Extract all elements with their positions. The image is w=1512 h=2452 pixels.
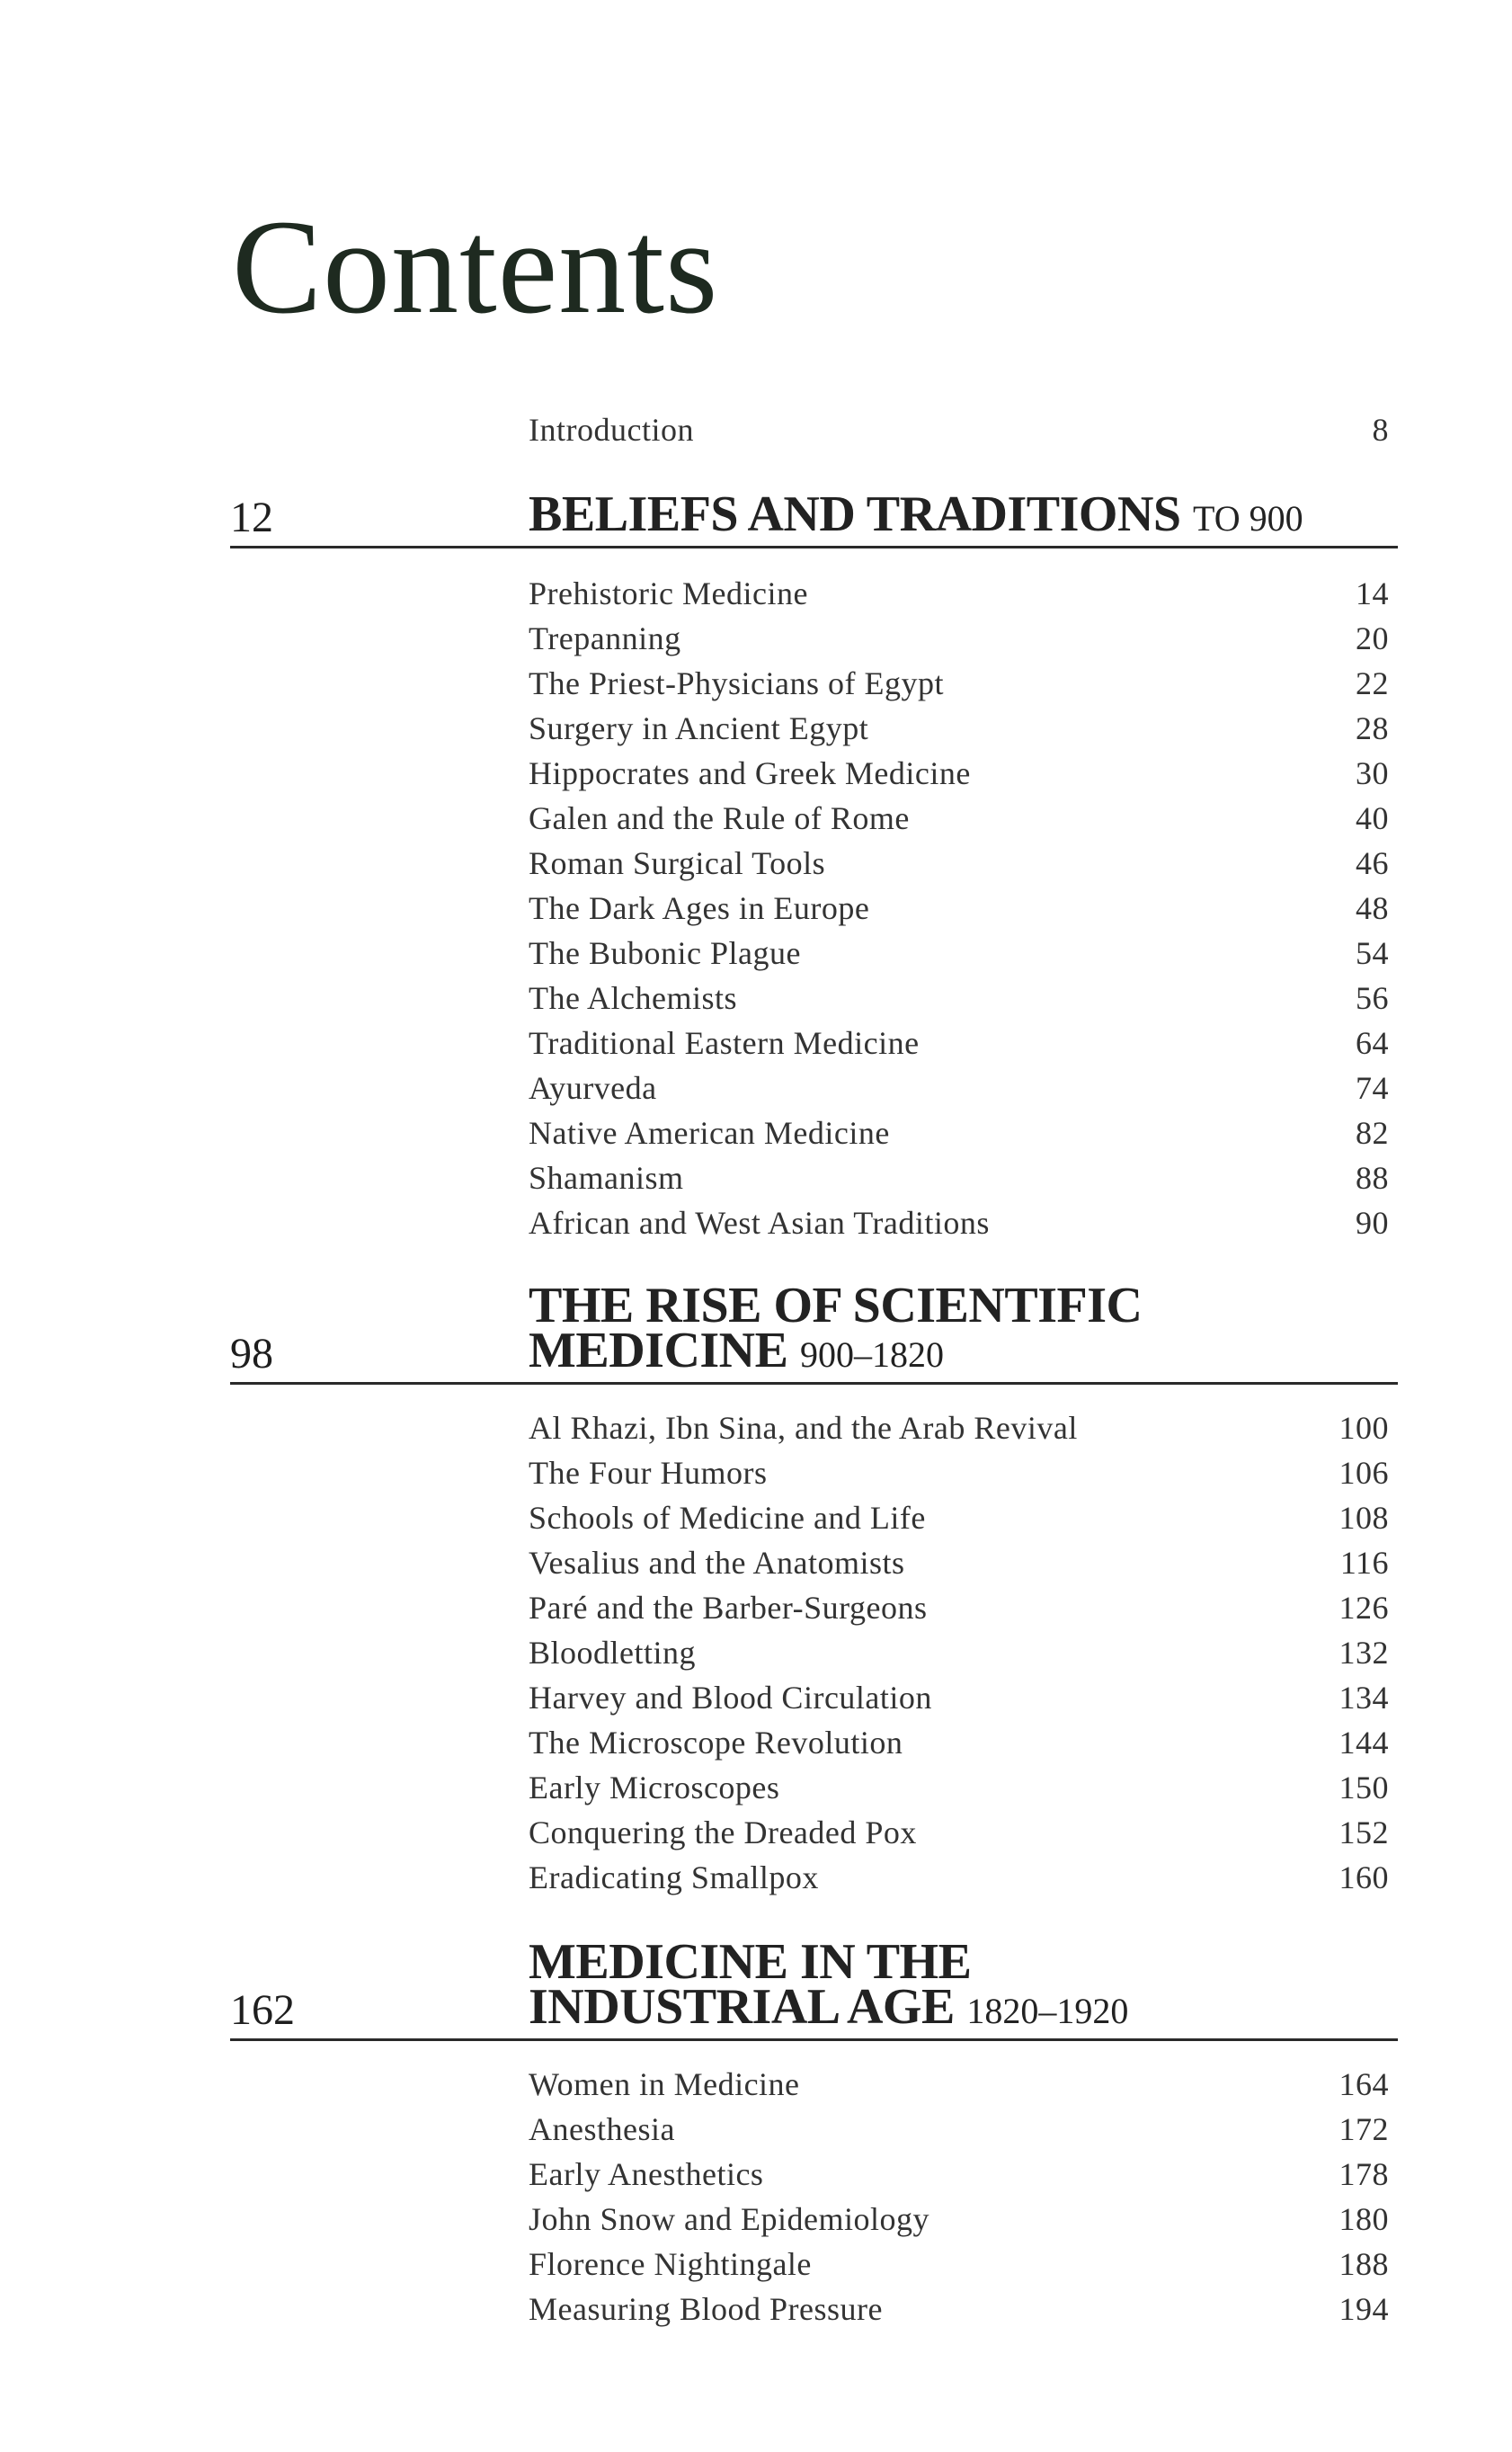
part-heading-2[interactable] [230, 1277, 1398, 1385]
part-title: THE RISE OF SCIENTIFIC MEDICINE 900–1820 [529, 1278, 1143, 1378]
toc-entry[interactable] [529, 1588, 1389, 1627]
toc-entry-page: 180 [1339, 2201, 1389, 2237]
toc-entry-page: 88 [1356, 1160, 1389, 1196]
toc-entry[interactable] [529, 709, 1389, 748]
toc-entry-title: African and West Asian Traditions [529, 1205, 990, 1241]
toc-entry[interactable] [529, 1203, 1389, 1243]
toc-entry-page: 74 [1356, 1070, 1389, 1106]
toc-entry-title: Galen and the Rule of Rome [529, 800, 910, 836]
toc-entry-page: 40 [1356, 800, 1389, 836]
toc-entry-title: Introduction [529, 412, 694, 448]
toc-entry[interactable] [529, 2109, 1389, 2149]
toc-entry-title: John Snow and Epidemiology [529, 2201, 929, 2237]
toc-entry-title: Early Microscopes [529, 1770, 780, 1806]
toc-entry-title: Bloodletting [529, 1635, 696, 1671]
toc-entry-title: Trepanning [529, 620, 681, 656]
toc-entry[interactable] [529, 1813, 1389, 1852]
toc-entry-page: 164 [1339, 2066, 1389, 2102]
part-dates: TO 900 [1193, 498, 1303, 539]
toc-entry-page: 100 [1339, 1410, 1389, 1446]
toc-entry-page: 28 [1356, 710, 1389, 746]
toc-entry[interactable] [529, 619, 1389, 658]
toc-entry[interactable] [529, 1113, 1389, 1153]
toc-entry-title: Harvey and Blood Circulation [529, 1680, 932, 1716]
toc-entry-title: The Microscope Revolution [529, 1725, 903, 1761]
toc-entry-title: The Bubonic Plague [529, 935, 801, 971]
toc-entry-page: 54 [1356, 935, 1389, 971]
toc-entry-title: Conquering the Dreaded Pox [529, 1814, 917, 1850]
toc-entry-title: Vesalius and the Anatomists [529, 1545, 905, 1581]
toc-entry-page: 106 [1339, 1455, 1389, 1491]
toc-entry-page: 8 [1372, 412, 1389, 448]
toc-entry-title: Prehistoric Medicine [529, 575, 808, 611]
toc-entry-title: Native American Medicine [529, 1115, 890, 1151]
toc-entry-title: The Dark Ages in Europe [529, 890, 870, 926]
toc-entry-title: Schools of Medicine and Life [529, 1500, 926, 1536]
toc-entry[interactable] [529, 2244, 1389, 2284]
toc-entry[interactable] [529, 2154, 1389, 2194]
toc-entry[interactable] [529, 933, 1389, 973]
part-dates: 900–1820 [799, 1334, 944, 1375]
toc-entry[interactable] [529, 843, 1389, 883]
toc-entry-title: Ayurveda [529, 1070, 657, 1106]
toc-entry-title: Early Anesthetics [529, 2156, 764, 2192]
part-title: BELIEFS AND TRADITIONS TO 900 [529, 486, 1303, 542]
toc-entry-page: 90 [1356, 1205, 1389, 1241]
toc-entry[interactable] [529, 888, 1389, 928]
toc-entry-page: 126 [1339, 1590, 1389, 1626]
toc-entry-page: 132 [1339, 1635, 1389, 1671]
toc-entry[interactable] [529, 1633, 1389, 1672]
toc-entry-title: Eradicating Smallpox [529, 1859, 819, 1895]
toc-entry-page: 48 [1356, 890, 1389, 926]
part-page-number: 162 [230, 1986, 295, 2034]
toc-entry-introduction[interactable] [529, 410, 1389, 450]
toc-entry-page: 178 [1339, 2156, 1389, 2192]
part-page-number: 98 [230, 1330, 273, 1378]
toc-entry-page: 108 [1339, 1500, 1389, 1536]
toc-entry-title: Florence Nightingale [529, 2246, 812, 2282]
page-title: Contents [232, 192, 719, 342]
toc-entry[interactable] [529, 1158, 1389, 1198]
toc-entry[interactable] [529, 1678, 1389, 1717]
toc-entry-title: Surgery in Ancient Egypt [529, 710, 869, 746]
toc-entry-title: Measuring Blood Pressure [529, 2291, 883, 2327]
toc-entry-page: 22 [1356, 665, 1389, 701]
toc-entry-title: Roman Surgical Tools [529, 845, 826, 881]
toc-entry-page: 20 [1356, 620, 1389, 656]
part-heading-3[interactable] [230, 1933, 1398, 2041]
toc-entry[interactable] [529, 1858, 1389, 1897]
toc-entry[interactable] [529, 753, 1389, 793]
toc-entry-page: 160 [1339, 1859, 1389, 1895]
toc-entry[interactable] [529, 2064, 1389, 2104]
toc-entry-title: Women in Medicine [529, 2066, 800, 2102]
part-divider [230, 1382, 1398, 1385]
part-title: MEDICINE IN THE INDUSTRIAL AGE 1820–1920 [529, 1934, 1129, 2035]
toc-entry[interactable] [529, 2289, 1389, 2329]
toc-entry-page: 152 [1339, 1814, 1389, 1850]
toc-entry-page: 46 [1356, 845, 1389, 881]
toc-entry-page: 30 [1356, 755, 1389, 791]
toc-entry[interactable] [529, 1498, 1389, 1538]
toc-entry-page: 144 [1339, 1725, 1389, 1761]
toc-entry-title: Anesthesia [529, 2111, 675, 2147]
toc-entry-page: 172 [1339, 2111, 1389, 2147]
toc-entry-page: 134 [1339, 1680, 1389, 1716]
toc-entry-page: 14 [1356, 575, 1389, 611]
toc-entry[interactable] [529, 664, 1389, 703]
toc-entry[interactable] [529, 1723, 1389, 1762]
toc-entry[interactable] [529, 1768, 1389, 1807]
toc-entry-title: The Four Humors [529, 1455, 768, 1491]
toc-entry-title: Al Rhazi, Ibn Sina, and the Arab Revival [529, 1410, 1078, 1446]
part-heading-1[interactable] [230, 486, 1398, 548]
toc-entry[interactable] [529, 1023, 1389, 1063]
toc-entry-title: The Alchemists [529, 980, 737, 1016]
toc-entry[interactable] [529, 574, 1389, 613]
toc-entry-title: Hippocrates and Greek Medicine [529, 755, 971, 791]
part-divider [230, 546, 1398, 548]
toc-entry-page: 194 [1339, 2291, 1389, 2327]
part-page-number: 12 [230, 494, 273, 541]
toc-entry[interactable] [529, 1068, 1389, 1108]
toc-entry[interactable] [529, 1453, 1389, 1493]
toc-entry-page: 64 [1356, 1025, 1389, 1061]
toc-entry[interactable] [529, 978, 1389, 1018]
toc-entry-page: 56 [1356, 980, 1389, 1016]
toc-entry-page: 150 [1339, 1770, 1389, 1806]
toc-entry-title: Traditional Eastern Medicine [529, 1025, 920, 1061]
toc-entry-page: 188 [1339, 2246, 1389, 2282]
toc-entry[interactable] [529, 2199, 1389, 2239]
toc-entry-title: Paré and the Barber-Surgeons [529, 1590, 928, 1626]
part-divider [230, 2038, 1398, 2041]
toc-entry[interactable] [529, 1543, 1389, 1583]
toc-entry-title: Shamanism [529, 1160, 684, 1196]
part-dates: 1820–1920 [966, 1991, 1129, 2031]
toc-entry[interactable] [529, 798, 1389, 838]
toc-entry-page: 82 [1356, 1115, 1389, 1151]
toc-entry-title: The Priest-Physicians of Egypt [529, 665, 944, 701]
toc-entry-page: 116 [1339, 1545, 1389, 1581]
toc-entry[interactable] [529, 1408, 1389, 1448]
